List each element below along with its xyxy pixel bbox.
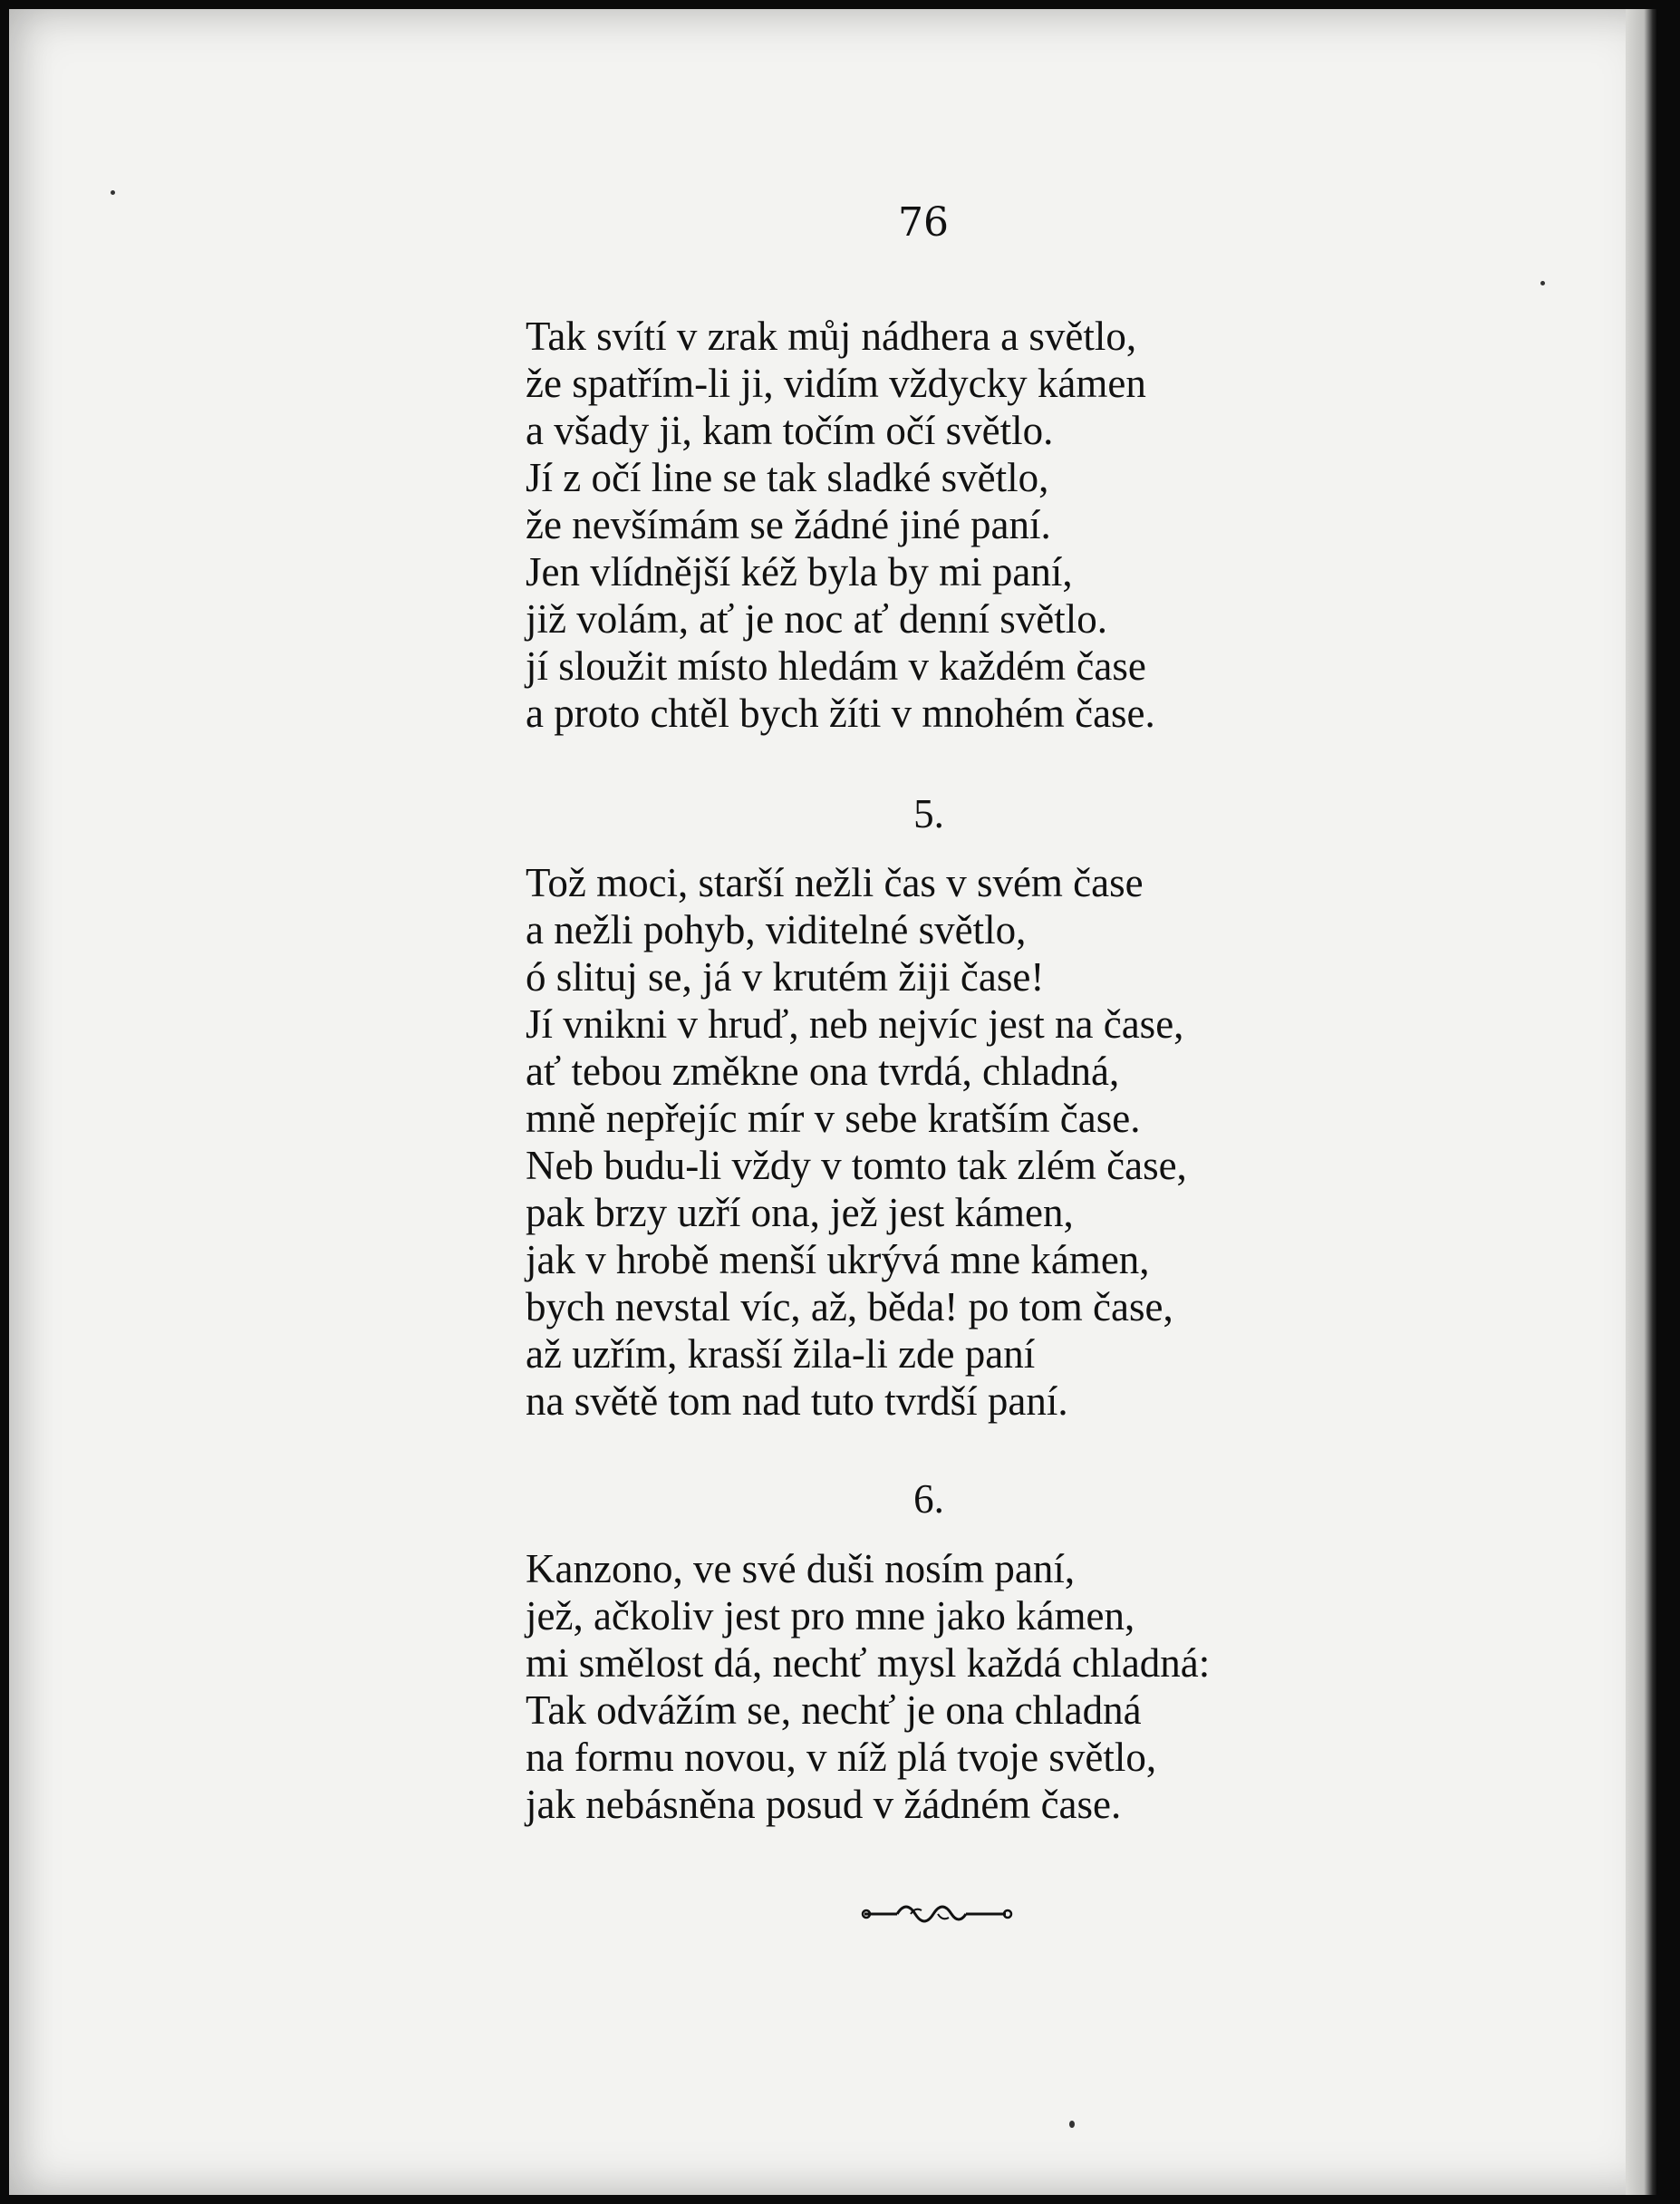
verse-line: Tak odvážím se, nechť je ona chladná <box>526 1687 1142 1733</box>
paper-speck <box>111 190 115 195</box>
page-number: 76 <box>898 199 949 246</box>
verse-line: na světě tom nad tuto tvrdší paní. <box>526 1378 1068 1424</box>
page-spine-shadow <box>1626 9 1656 2195</box>
verse-line: Jí vnikni v hruď, neb nejvíc jest na čase, <box>526 1001 1184 1047</box>
verse-line: jak nebásněna posud v žádném čase. <box>526 1782 1122 1827</box>
verse-line: pak brzy uzří ona, jež jest kámen, <box>526 1190 1074 1235</box>
verse-line: Neb budu-li vždy v tomto tak zlém čase, <box>526 1143 1187 1188</box>
verse-line: Tož moci, starší nežli čas v svém čase <box>526 860 1144 905</box>
verse-line: Jí z očí line se tak sladké světlo, <box>526 455 1049 500</box>
verse-line: Kanzono, ve své duši nosím paní, <box>526 1546 1076 1591</box>
verse-line: mi smělost dá, nechť mysl každá chladná: <box>526 1640 1211 1686</box>
stanza-6 <box>526 1545 1210 1828</box>
verse-line: mně nepřejíc mír v sebe kratším čase. <box>526 1096 1141 1141</box>
paper-speck <box>1540 281 1545 285</box>
verse-line: ó slituj se, já v krutém žiji čase! <box>526 954 1045 1000</box>
verse-line: že nevšímám se žádné jiné paní. <box>526 502 1051 547</box>
stanza-number-5: 5. <box>913 791 944 836</box>
verse-line: až uzřím, krasší žila-li zde paní <box>526 1331 1036 1377</box>
verse-line: jí sloužit místo hledám v každém čase <box>526 643 1146 689</box>
verse-line: a nežli pohyb, viditelné světlo, <box>526 907 1027 952</box>
paper-speck <box>1069 2121 1075 2128</box>
verse-line: již volám, ať je noc ať denní světlo. <box>526 596 1108 642</box>
stanza-5 <box>526 859 1187 1425</box>
verse-line: a všady ji, kam točím očí světlo. <box>526 408 1054 453</box>
stanza-number-6: 6. <box>913 1476 944 1522</box>
vine-scroll-ornament-icon <box>861 1896 1015 1932</box>
verse-line: bych nevstal víc, až, běda! po tom čase, <box>526 1284 1173 1329</box>
verse-line: a proto chtěl bych žíti v mnohém čase. <box>526 691 1155 736</box>
verse-line: že spatřím-li ji, vidím vždycky kámen <box>526 361 1146 406</box>
stanza-1 <box>526 313 1155 737</box>
book-page <box>9 9 1656 2195</box>
verse-line: Jen vlídnější kéž byla by mi paní, <box>526 549 1073 594</box>
verse-line: jež, ačkoliv jest pro mne jako kámen, <box>526 1593 1135 1638</box>
verse-line: ať tebou změkne ona tvrdá, chladná, <box>526 1049 1120 1094</box>
verse-line: Tak svítí v zrak můj nádhera a světlo, <box>526 314 1137 359</box>
verse-line: jak v hrobě menší ukrývá mne kámen, <box>526 1237 1150 1282</box>
verse-line: na formu novou, v níž plá tvoje světlo, <box>526 1735 1157 1780</box>
